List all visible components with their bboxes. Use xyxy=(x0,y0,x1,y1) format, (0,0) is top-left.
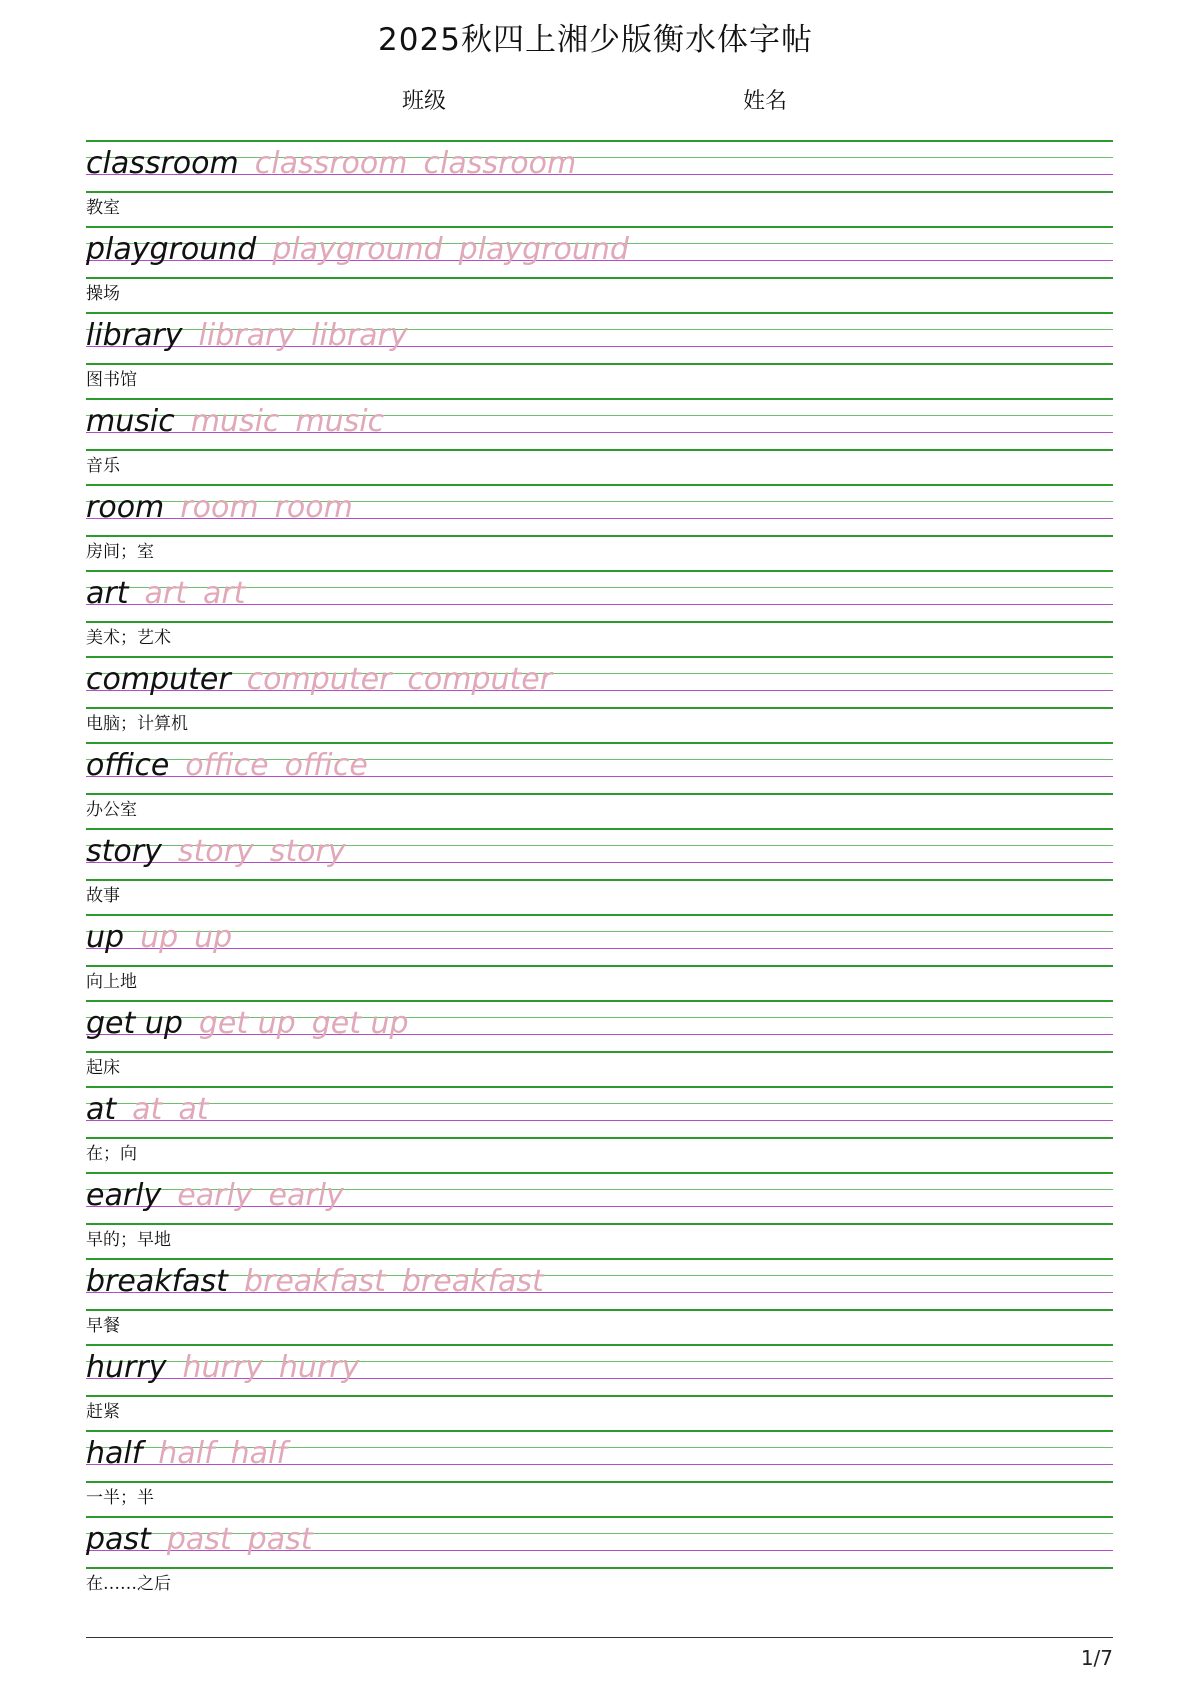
vocab-word: office xyxy=(86,748,170,783)
word-line xyxy=(86,1176,344,1216)
vocab-meaning: 教室 xyxy=(86,198,120,218)
guide-line-base xyxy=(86,1120,1113,1121)
vocab-entry xyxy=(86,312,1113,398)
trace-word: story xyxy=(177,834,254,869)
word-line xyxy=(86,1434,287,1474)
trace-word: music xyxy=(190,404,280,439)
trace-word: story xyxy=(269,834,346,869)
guide-line-top xyxy=(86,140,1113,142)
guide-line-bottom xyxy=(86,1051,1113,1053)
guide-line-bottom xyxy=(86,1481,1113,1483)
vocab-word: breakfast xyxy=(86,1264,228,1299)
guide-line-top xyxy=(86,1430,1113,1432)
trace-word: early xyxy=(268,1178,344,1213)
vocab-word: early xyxy=(86,1178,162,1213)
trace-word: music xyxy=(295,404,385,439)
trace-word: library xyxy=(198,318,296,353)
trace-word: playground xyxy=(458,232,629,267)
guide-line-top xyxy=(86,1344,1113,1346)
page-title: 2025秋四上湘少版衡水体字帖 xyxy=(378,22,813,58)
guide-line-bottom xyxy=(86,277,1113,279)
vocab-entry xyxy=(86,1000,1113,1086)
vocab-meaning: 房间；室 xyxy=(86,542,154,562)
trace-word: art xyxy=(202,576,246,611)
guide-line-top xyxy=(86,570,1113,572)
trace-word: half xyxy=(230,1436,287,1471)
word-line xyxy=(86,1348,359,1388)
vocab-entry xyxy=(86,1258,1113,1344)
trace-word: classroom xyxy=(423,146,577,181)
vocab-word: playground xyxy=(86,232,257,267)
guide-line-bottom xyxy=(86,1223,1113,1225)
vocab-meaning: 赶紧 xyxy=(86,1402,120,1422)
trace-word: half xyxy=(158,1436,215,1471)
guide-line-top xyxy=(86,1000,1113,1002)
vocab-entry xyxy=(86,1430,1113,1516)
guide-line-upper xyxy=(86,931,1113,932)
trace-word: up xyxy=(140,920,179,955)
vocab-word: at xyxy=(86,1092,117,1127)
trace-word: up xyxy=(194,920,233,955)
vocab-entry xyxy=(86,1344,1113,1430)
trace-word: hurry xyxy=(182,1350,263,1385)
guide-line-bottom xyxy=(86,707,1113,709)
trace-word: room xyxy=(180,490,259,525)
word-line xyxy=(86,1262,544,1302)
guide-line-bottom xyxy=(86,1137,1113,1139)
trace-word: at xyxy=(178,1092,209,1127)
guide-line-bottom xyxy=(86,879,1113,881)
word-line xyxy=(86,574,245,614)
vocab-word: art xyxy=(86,576,129,611)
vocab-meaning: 早的；早地 xyxy=(86,1230,171,1250)
vocab-entry xyxy=(86,1516,1113,1602)
vocab-entry xyxy=(86,828,1113,914)
class-label: 班级 xyxy=(402,89,447,114)
trace-word: office xyxy=(185,748,269,783)
guide-line-top xyxy=(86,742,1113,744)
trace-word: breakfast xyxy=(243,1264,386,1299)
vocab-word: hurry xyxy=(86,1350,167,1385)
guide-line-top xyxy=(86,914,1113,916)
vocab-word: half xyxy=(86,1436,143,1471)
vocab-word: computer xyxy=(86,662,231,697)
trace-word: get up xyxy=(198,1006,296,1041)
page-number: 1/7 xyxy=(1080,1646,1113,1670)
vocab-entry xyxy=(86,140,1113,226)
guide-line-upper xyxy=(86,1103,1113,1104)
guide-line-bottom xyxy=(86,965,1113,967)
vocab-word: up xyxy=(86,920,125,955)
vocab-word: get up xyxy=(86,1006,183,1041)
guide-line-bottom xyxy=(86,363,1113,365)
guide-line-bottom xyxy=(86,621,1113,623)
trace-word: computer xyxy=(407,662,553,697)
trace-word: classroom xyxy=(254,146,408,181)
vocab-entry xyxy=(86,484,1113,570)
guide-line-top xyxy=(86,1172,1113,1174)
word-line xyxy=(86,1004,409,1044)
guide-line-top xyxy=(86,226,1113,228)
word-line xyxy=(86,1520,312,1560)
vocab-meaning: 音乐 xyxy=(86,456,120,476)
vocab-meaning: 图书馆 xyxy=(86,370,137,390)
guide-line-top xyxy=(86,484,1113,486)
word-line xyxy=(86,1090,208,1130)
guide-line-top xyxy=(86,656,1113,658)
trace-word: playground xyxy=(272,232,443,267)
trace-word: room xyxy=(274,490,353,525)
guide-line-bottom xyxy=(86,449,1113,451)
guide-line-bottom xyxy=(86,1567,1113,1569)
vocab-meaning: 电脑；计算机 xyxy=(86,714,188,734)
vocab-meaning: 美术；艺术 xyxy=(86,628,171,648)
guide-line-bottom xyxy=(86,1395,1113,1397)
trace-word: hurry xyxy=(278,1350,360,1385)
vocab-entry xyxy=(86,914,1113,1000)
vocab-meaning: 起床 xyxy=(86,1058,120,1078)
vocab-entry xyxy=(86,226,1113,312)
word-line xyxy=(86,918,232,958)
trace-word: office xyxy=(284,748,368,783)
guide-line-top xyxy=(86,1258,1113,1260)
word-line xyxy=(86,144,576,184)
word-line xyxy=(86,488,353,528)
vocab-word: classroom xyxy=(86,146,239,181)
word-line xyxy=(86,832,346,872)
name-label: 姓名 xyxy=(743,89,788,114)
word-line xyxy=(86,402,384,442)
vocab-word: library xyxy=(86,318,183,353)
vocab-meaning: 在……之后 xyxy=(86,1574,171,1594)
guide-line-bottom xyxy=(86,535,1113,537)
vocab-entry xyxy=(86,656,1113,742)
guide-line-top xyxy=(86,1516,1113,1518)
trace-word: art xyxy=(144,576,187,611)
vocab-meaning: 一半；半 xyxy=(86,1488,154,1508)
vocab-meaning: 向上地 xyxy=(86,972,137,992)
vocab-word: music xyxy=(86,404,175,439)
vocab-word: story xyxy=(86,834,162,869)
vocab-meaning: 早餐 xyxy=(86,1316,120,1336)
vocab-meaning: 在；向 xyxy=(86,1144,137,1164)
vocab-entry xyxy=(86,742,1113,828)
guide-line-top xyxy=(86,398,1113,400)
trace-word: at xyxy=(132,1092,163,1127)
word-line xyxy=(86,316,408,356)
vocab-meaning: 故事 xyxy=(86,886,120,906)
guide-line-bottom xyxy=(86,793,1113,795)
trace-word: breakfast xyxy=(401,1264,544,1299)
trace-word: past xyxy=(247,1522,313,1557)
guide-line-top xyxy=(86,1086,1113,1088)
trace-word: get up xyxy=(311,1006,409,1041)
guide-line-bottom xyxy=(86,191,1113,193)
vocab-entry xyxy=(86,398,1113,484)
trace-word: early xyxy=(177,1178,253,1213)
word-line xyxy=(86,230,629,270)
trace-word: library xyxy=(311,318,408,353)
vocab-entry xyxy=(86,570,1113,656)
guide-line-base xyxy=(86,948,1113,949)
footer-divider xyxy=(86,1637,1113,1638)
guide-line-top xyxy=(86,312,1113,314)
guide-line-top xyxy=(86,828,1113,830)
word-line xyxy=(86,660,552,700)
vocab-entry xyxy=(86,1086,1113,1172)
word-line xyxy=(86,746,368,786)
vocab-meaning: 办公室 xyxy=(86,800,137,820)
trace-word: past xyxy=(166,1522,232,1557)
vocab-entry xyxy=(86,1172,1113,1258)
trace-word: computer xyxy=(246,662,392,697)
vocab-meaning: 操场 xyxy=(86,284,120,304)
guide-line-bottom xyxy=(86,1309,1113,1311)
vocab-word: past xyxy=(86,1522,151,1557)
vocab-word: room xyxy=(86,490,165,525)
